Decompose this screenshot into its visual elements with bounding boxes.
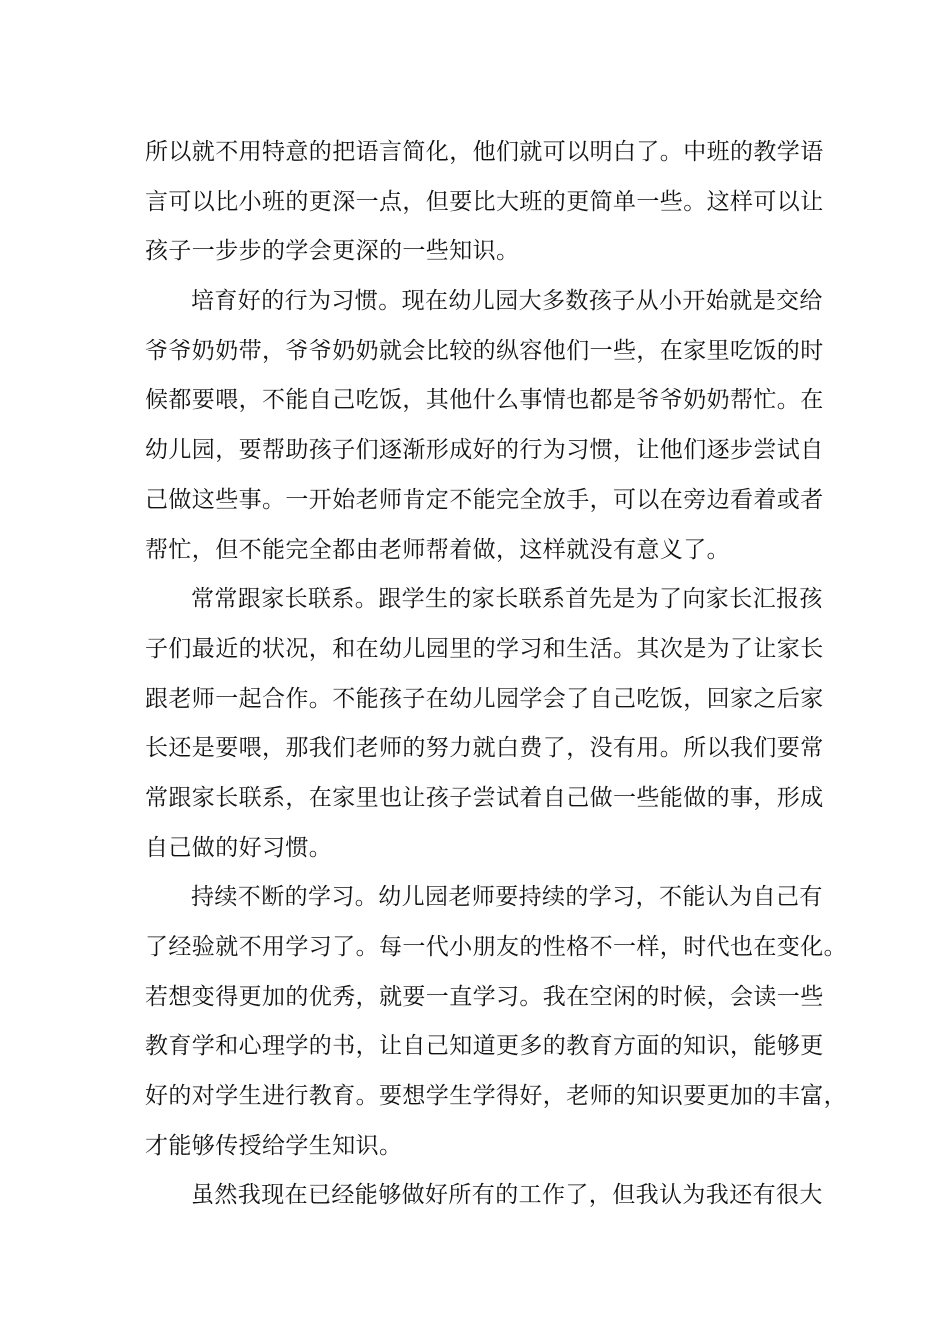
text-line: 常跟家长联系，在家里也让孩子尝试着自己做一些能做的事，形成 — [145, 784, 824, 811]
text-line: 常常跟家长联系。跟学生的家长联系首先是为了向家长汇报孩 — [191, 586, 823, 613]
text-line: 孩子一步步的学会更深的一些知识。 — [145, 238, 520, 265]
document-body — [145, 128, 847, 1221]
text-line: 幼儿园，要帮助孩子们逐渐形成好的行为习惯，让他们逐步尝试自 — [145, 437, 824, 464]
text-line: 长还是要喂，那我们老师的努力就白费了，没有用。所以我们要常 — [145, 735, 824, 762]
paragraph — [145, 873, 847, 1171]
text-line: 候都要喂，不能自己吃饭，其他什么事情也都是爷爷奶奶帮忙。在 — [145, 387, 824, 414]
text-line: 跟老师一起合作。不能孩子在幼儿园学会了自己吃饭，回家之后家 — [145, 685, 824, 712]
text-line: 教育学和心理学的书，让自己知道更多的教育方面的知识，能够更 — [145, 1033, 824, 1060]
text-line: 好的对学生进行教育。要想学生学得好，老师的知识要更加的丰富， — [145, 1083, 847, 1110]
text-line: 了经验就不用学习了。每一代小朋友的性格不一样，时代也在变化。 — [145, 934, 847, 960]
text-line: 言可以比小班的更深一点，但要比大班的更简单一些。这样可以让 — [145, 188, 824, 215]
text-line: 子们最近的状况，和在幼儿园里的学习和生活。其次是为了让家长 — [145, 635, 824, 662]
text-line: 持续不断的学习。幼儿园老师要持续的学习，不能认为自己有 — [191, 884, 823, 911]
paragraph — [145, 1171, 830, 1221]
text-line: 若想变得更加的优秀，就要一直学习。我在空闲的时候，会读一些 — [145, 983, 824, 1010]
text-line: 爷爷奶奶带，爷爷奶奶就会比较的纵容他们一些，在家里吃饭的时 — [145, 337, 824, 364]
text-line: 帮忙，但不能完全都由老师帮着做，这样就没有意义了。 — [145, 536, 730, 563]
text-line: 所以就不用特意的把语言简化，他们就可以明白了。中班的教学语 — [145, 139, 824, 165]
text-line: 己做这些事。一开始老师肯定不能完全放手，可以在旁边看着或者 — [145, 486, 824, 513]
paragraph — [145, 575, 830, 873]
text-line: 才能够传授给学生知识。 — [145, 1132, 403, 1159]
text-line: 自己做的好习惯。 — [145, 834, 333, 861]
paragraph — [145, 277, 830, 575]
paragraph — [145, 128, 830, 277]
text-line: 培育好的行为习惯。现在幼儿园大多数孩子从小开始就是交给 — [191, 288, 823, 315]
text-line: 虽然我现在已经能够做好所有的工作了，但我认为我还有很大 — [191, 1182, 823, 1209]
